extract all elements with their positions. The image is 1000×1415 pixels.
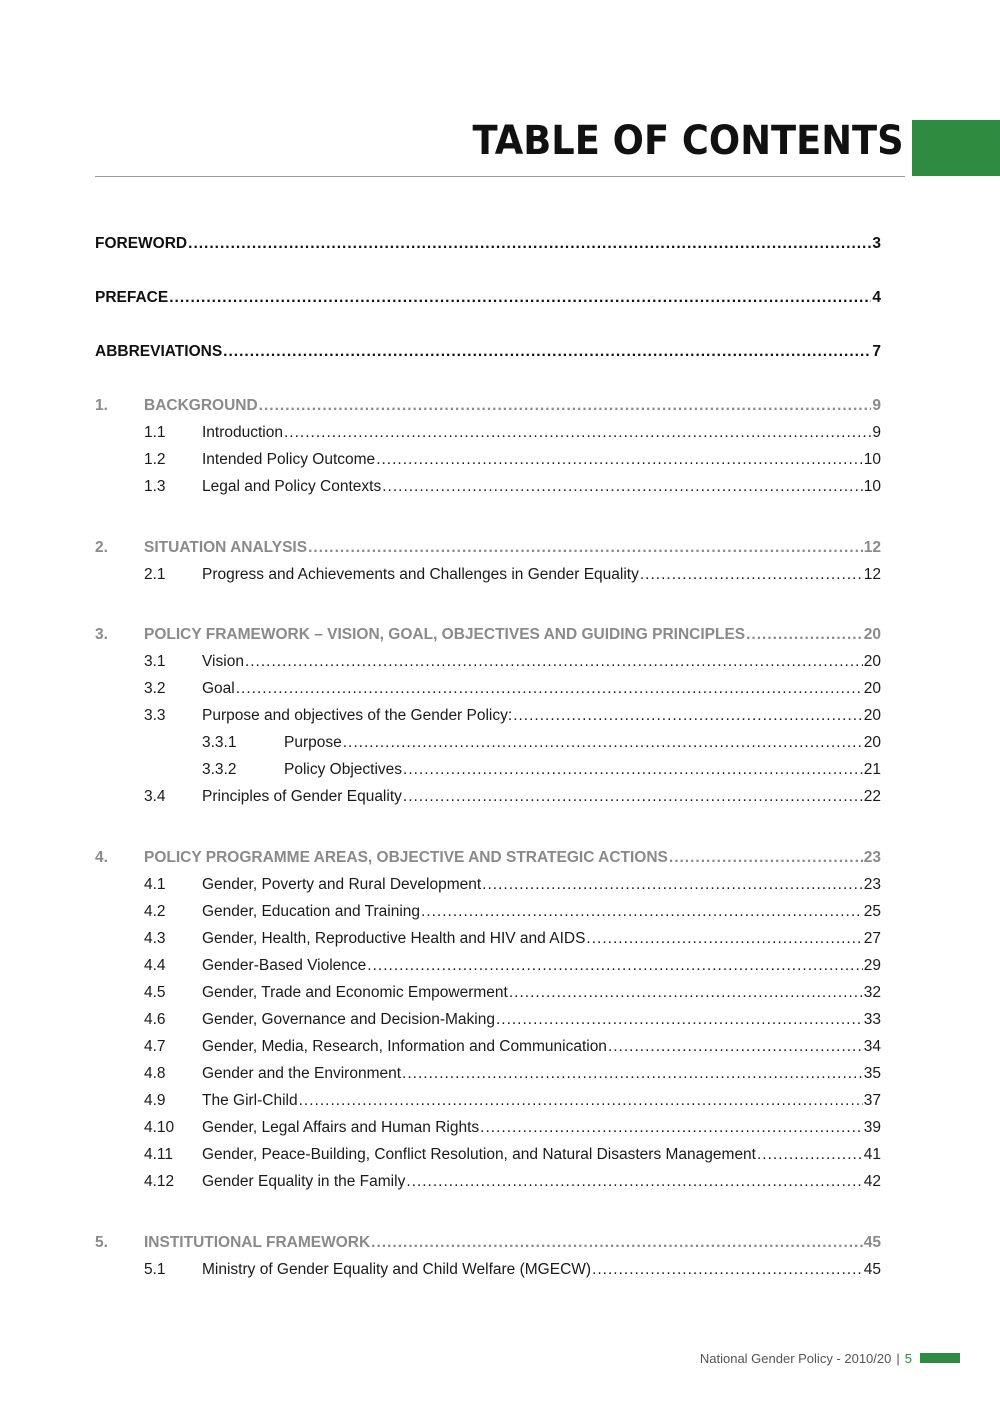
toc-leader-dots: [223, 341, 871, 363]
toc-entry[interactable]: [95, 1117, 881, 1139]
toc-entry-title: FOREWORD: [95, 235, 188, 252]
toc-entry-number: 2.: [95, 539, 108, 556]
toc-entry-number: 1.: [95, 397, 108, 414]
toc-entry-number: 3.2: [144, 680, 166, 697]
toc-entry[interactable]: [95, 874, 881, 896]
toc-entry-title: Gender-Based Violence: [202, 957, 367, 974]
toc-entry[interactable]: [95, 341, 881, 363]
toc-entry[interactable]: [95, 287, 881, 309]
toc-entry-title: Policy Objectives: [284, 761, 403, 778]
toc-entry[interactable]: [95, 564, 881, 586]
toc-entry[interactable]: [95, 1259, 881, 1281]
toc-leader-dots: [746, 624, 863, 646]
toc-entry-page: 9: [872, 424, 881, 441]
toc-leader-dots: [421, 901, 863, 923]
toc-entry-number: 4.1: [144, 876, 166, 893]
toc-entry-title: Gender, Education and Training: [202, 903, 421, 920]
toc-entry-title: Gender, Health, Reproductive Health and HIV and AIDS: [202, 930, 586, 947]
toc-entry[interactable]: [95, 928, 881, 950]
footer-document-title: National Gender Policy - 2010/20: [699, 1350, 892, 1366]
toc-entry-title: ABBREVIATIONS: [95, 343, 223, 360]
toc-entry[interactable]: [95, 449, 881, 471]
toc-entry-page: 45: [863, 1261, 881, 1278]
toc-leader-dots: [259, 395, 872, 417]
toc-entry-title: SITUATION ANALYSIS: [144, 539, 308, 556]
toc-leader-dots: [403, 759, 863, 781]
toc-entry[interactable]: [95, 624, 881, 646]
toc-entry[interactable]: [95, 982, 881, 1004]
toc-entry-title: Gender, Legal Affairs and Human Rights: [202, 1119, 480, 1136]
footer-separator: |: [896, 1350, 900, 1366]
toc-entry[interactable]: [95, 678, 881, 700]
toc-entry[interactable]: [95, 422, 881, 444]
toc-entry[interactable]: [95, 1232, 881, 1254]
toc-entry-page: 12: [863, 566, 881, 583]
toc-leader-dots: [245, 651, 863, 673]
toc-leader-dots: [308, 537, 863, 559]
toc-leader-dots: [406, 1171, 862, 1193]
toc-entry-title: The Girl-Child: [202, 1092, 298, 1109]
toc-entry[interactable]: [95, 705, 881, 727]
toc-entry-page: 22: [863, 788, 881, 805]
toc-entry-number: 4.11: [144, 1146, 174, 1163]
toc-leader-dots: [482, 874, 863, 896]
footer-accent-bar: [920, 1353, 960, 1363]
toc-entry[interactable]: [95, 786, 881, 808]
toc-entry-title: POLICY FRAMEWORK – VISION, GOAL, OBJECTIVES AND GUIDING PRINCIPLES: [144, 626, 746, 643]
toc-entry-page: 12: [863, 539, 881, 556]
toc-entry-title: Gender and the Environment: [202, 1065, 402, 1082]
toc-entry-page: 3: [872, 235, 881, 252]
toc-entry-number: 3.3.2: [202, 761, 237, 778]
toc-entry-number: 4.6: [144, 1011, 166, 1028]
toc-entry-page: 37: [863, 1092, 881, 1109]
toc-leader-dots: [480, 1117, 863, 1139]
toc-entry-title: Ministry of Gender Equality and Child Welfare (MGECW): [202, 1261, 592, 1278]
toc-entry[interactable]: [95, 233, 881, 255]
toc-leader-dots: [367, 955, 862, 977]
toc-leader-dots: [640, 564, 863, 586]
toc-entry-page: 20: [863, 734, 881, 751]
toc-entry-page: 39: [863, 1119, 881, 1136]
toc-entry[interactable]: [95, 1144, 881, 1166]
toc-leader-dots: [586, 928, 862, 950]
toc-entry-number: 3.1: [144, 653, 166, 670]
toc-entry-page: 34: [863, 1038, 881, 1055]
toc-entry-title: Vision: [202, 653, 244, 670]
toc-entry-title: Principles of Gender Equality: [202, 788, 402, 805]
toc-entry-page: 21: [863, 761, 881, 778]
toc-entry-number: 4.4: [144, 957, 166, 974]
toc-entry-page: 9: [872, 397, 881, 414]
toc-entry[interactable]: [95, 476, 881, 498]
toc-entry-number: 4.10: [144, 1119, 175, 1136]
toc-entry-number: 4.2: [144, 903, 166, 920]
toc-entry[interactable]: [95, 759, 881, 781]
toc-leader-dots: [376, 449, 863, 471]
toc-entry-title: Intended Policy Outcome: [202, 451, 376, 468]
toc-entry-number: 4.12: [144, 1173, 175, 1190]
toc-entry-number: 3.: [95, 626, 108, 643]
toc-entry-page: 23: [863, 849, 881, 866]
toc-leader-dots: [757, 1144, 863, 1166]
toc-entry-page: 10: [863, 451, 881, 468]
toc-entry-title: Legal and Policy Contexts: [202, 478, 382, 495]
toc-leader-dots: [608, 1036, 863, 1058]
toc-entry-number: 4.8: [144, 1065, 166, 1082]
toc-entry[interactable]: [95, 847, 881, 869]
toc-entry[interactable]: [95, 395, 881, 417]
toc-entry-number: 5.1: [144, 1261, 166, 1278]
toc-entry-page: 33: [863, 1011, 881, 1028]
toc-leader-dots: [382, 476, 863, 498]
title-divider: [95, 176, 905, 177]
toc-entry-title: Goal: [202, 680, 235, 697]
toc-entry-number: 4.: [95, 849, 108, 866]
page-title: TABLE OF CONTENTS: [472, 118, 904, 164]
toc-leader-dots: [284, 422, 871, 444]
toc-leader-dots: [169, 287, 871, 309]
toc-leader-dots: [669, 847, 863, 869]
toc-entry-number: 2.1: [144, 566, 166, 583]
toc-entry-title: Gender, Trade and Economic Empowerment: [202, 984, 508, 1001]
toc-entry-title: POLICY PROGRAMME AREAS, OBJECTIVE AND STRATEGIC ACTIONS: [144, 849, 668, 866]
toc-entry-number: 3.3: [144, 707, 166, 724]
toc-entry-page: 32: [863, 984, 881, 1001]
toc-entry-page: 45: [863, 1234, 881, 1251]
toc-entry[interactable]: [95, 732, 881, 754]
toc-leader-dots: [188, 233, 871, 255]
toc-entry-page: 25: [863, 903, 881, 920]
toc-leader-dots: [403, 786, 863, 808]
toc-entry[interactable]: [95, 1171, 881, 1193]
toc-entry-title: Gender, Governance and Decision-Making: [202, 1011, 495, 1028]
toc-entry-title: INSTITUTIONAL FRAMEWORK: [144, 1234, 371, 1251]
toc-entry-title: BACKGROUND: [144, 397, 258, 414]
footer-page-number: 5: [904, 1350, 912, 1366]
toc-entry[interactable]: [95, 1063, 881, 1085]
toc-entry-title: Purpose and objectives of the Gender Policy:: [202, 707, 513, 724]
toc-entry[interactable]: [95, 1090, 881, 1112]
toc-entry-title: PREFACE: [95, 289, 169, 306]
toc-leader-dots: [371, 1232, 863, 1254]
toc-entry-number: 3.4: [144, 788, 166, 805]
toc-entry-page: 20: [863, 653, 881, 670]
toc-entry-title: Gender, Media, Research, Information and Communication: [202, 1038, 607, 1055]
toc-entry[interactable]: [95, 1009, 881, 1031]
toc-entry-page: 20: [863, 707, 881, 724]
toc-entry-number: 1.3: [144, 478, 166, 495]
toc-entry-title: Gender, Poverty and Rural Development: [202, 876, 482, 893]
toc-entry-page: 7: [872, 343, 881, 360]
toc-entry-page: 23: [863, 876, 881, 893]
toc-entry-page: 27: [863, 930, 881, 947]
toc-entry-number: 4.9: [144, 1092, 166, 1109]
toc-entry-title: Purpose: [284, 734, 342, 751]
page-footer: [700, 1349, 960, 1367]
toc-entry-number: 4.3: [144, 930, 166, 947]
toc-entry[interactable]: [95, 901, 881, 923]
toc-leader-dots: [299, 1090, 863, 1112]
toc-entry-title: Introduction: [202, 424, 283, 441]
toc-entry-number: 4.7: [144, 1038, 166, 1055]
toc-entry-page: 20: [863, 680, 881, 697]
toc-entry-page: 10: [863, 478, 881, 495]
toc-entry[interactable]: [95, 537, 881, 559]
toc-entry-number: 5.: [95, 1234, 108, 1251]
toc-entry-page: 35: [863, 1065, 881, 1082]
toc-leader-dots: [343, 732, 863, 754]
toc-entry-page: 42: [863, 1173, 881, 1190]
toc-entry-page: 41: [863, 1146, 881, 1163]
toc-entry-number: 3.3.1: [202, 734, 237, 751]
toc-leader-dots: [513, 705, 863, 727]
toc-entry-title: Gender Equality in the Family: [202, 1173, 406, 1190]
toc-entry-number: 1.2: [144, 451, 166, 468]
toc-leader-dots: [509, 982, 863, 1004]
title-accent-bar: [912, 120, 1000, 176]
toc-entry-page: 20: [863, 626, 881, 643]
toc-entry[interactable]: [95, 1036, 881, 1058]
toc-entry-title: Gender, Peace-Building, Conflict Resolution, and Natural Disasters Management: [202, 1146, 756, 1163]
toc-entry-title: Progress and Achievements and Challenges in Gender Equality: [202, 566, 639, 583]
toc-leader-dots: [496, 1009, 863, 1031]
toc-entry-number: 4.5: [144, 984, 166, 1001]
toc-entry-page: 29: [863, 957, 881, 974]
toc-leader-dots: [236, 678, 863, 700]
toc-entry-number: 1.1: [144, 424, 166, 441]
toc-entry[interactable]: [95, 955, 881, 977]
toc-leader-dots: [592, 1259, 863, 1281]
toc-leader-dots: [402, 1063, 863, 1085]
toc-entry-page: 4: [872, 289, 881, 306]
toc-entry[interactable]: [95, 651, 881, 673]
